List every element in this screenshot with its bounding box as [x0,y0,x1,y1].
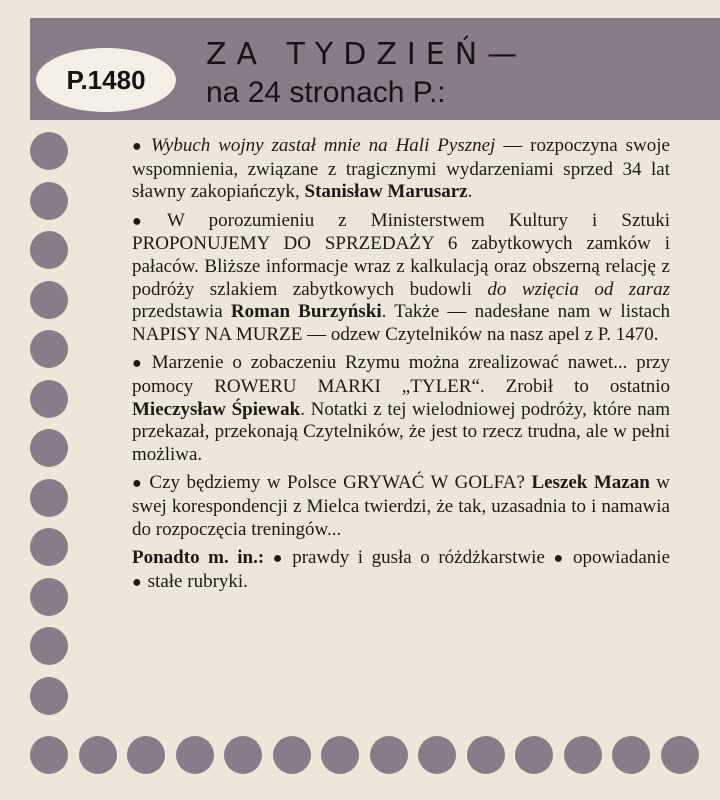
item-text: Wybuch wojny zastał mnie na Hali Pysznej [150,135,496,156]
contents-items [132,135,670,541]
decorative-dot [564,736,602,774]
decorative-dot [273,736,311,774]
contents-item [132,135,670,204]
left-dot-column [30,0,68,800]
item-text: . Notatki z tej wielodniowej podróży, które nam przekazał, przekonają Czytelników, że jest to rzecz trudna, ale w pełni możliwa. [132,398,670,465]
decorative-dot [30,281,68,319]
footer-lead: Ponadto m. in.: [132,547,265,569]
item-text: W porozumieniu z Ministerstwem Kultury i Sztuki PROPONUJEMY DO SPRZEDAŻY 6 zabytkowych zamków i pałaców. Bliższe informacje wraz z kalkulacją oraz obszerną relację z podróży szlakiem zabytkowych budowli [132,209,670,300]
bullet-icon: ● [132,212,161,230]
author-name: Roman Burzyński [230,301,382,323]
contents-item [132,210,670,347]
decorative-dot [661,736,699,774]
decorative-dot [370,736,408,774]
item-text: Marzenie o zobaczeniu Rzymu można zrealizować nawet... przy pomocy ROWERU MARKI „TYLER“. Zrobił to ostatnio [132,352,670,397]
decorative-dot [30,182,68,220]
item-text: Czy będziemy w Polsce GRYWAĆ W GOLFA? [149,472,532,494]
item-text: do wzięcia od zaraz [487,278,670,300]
bullet-icon: ● [132,355,146,373]
header-title-line2: na 24 stronach P.: [206,76,446,109]
decorative-dot [467,736,505,774]
decorative-dot [515,736,553,774]
author-name: Leszek Mazan [531,472,650,494]
decorative-dot [30,578,68,616]
decorative-dot [612,736,650,774]
item-text: w swej korespondencji z Mielca twierdzi, że tak, uzasadnia to i namawia do rozpoczęcia treningów... [132,472,670,540]
footer-paragraph [132,547,670,594]
bullet-icon: ● [132,573,142,591]
author-name: Stanisław Marusarz [304,181,468,203]
decorative-dot [127,736,165,774]
decorative-dot [30,627,68,665]
contents-item [132,472,670,541]
author-name: Mieczysław Śpiewak [132,398,301,420]
decorative-dot [30,429,68,467]
item-text: przedstawia [132,301,231,323]
footer-item: opowiadanie [572,547,671,569]
decorative-dot [30,330,68,368]
decorative-dot [30,380,68,418]
header-title-line1: ZA TYDZIEŃ— [206,37,528,72]
item-text: . Także — nadesłane nam w listach NAPISY NA MURZE — odzew Czytelników na nasz apel z P. 1470. [132,301,671,345]
decorative-dot [30,231,68,269]
bullet-icon: ● [132,475,144,493]
contents-item [132,352,670,466]
decorative-dot [224,736,262,774]
footer-item: prawdy i gusła o różdżkarstwie [292,547,545,569]
decorative-dot [30,479,68,517]
decorative-dot [418,736,456,774]
decorative-dot [176,736,214,774]
contents-text [132,135,670,594]
issue-number-badge: P.1480 [36,48,176,112]
decorative-dot [30,677,68,715]
footer-item: stałe rubryki. [147,570,248,592]
decorative-dot [79,736,117,774]
item-text: — rozpoczyna swoje wspomnienia, związane z tragicznymi wydarzeniami sprzed 34 lat sławny zakopiańczyk, [132,135,670,203]
decorative-dot [321,736,359,774]
decorative-dot [30,132,68,170]
bullet-icon: ● [272,550,287,568]
bullet-icon: ● [132,138,145,155]
bottom-dot-row [0,736,720,786]
decorative-dot [30,528,68,566]
decorative-dot [30,736,68,774]
item-text: . [467,181,473,203]
bullet-icon: ● [553,550,567,568]
